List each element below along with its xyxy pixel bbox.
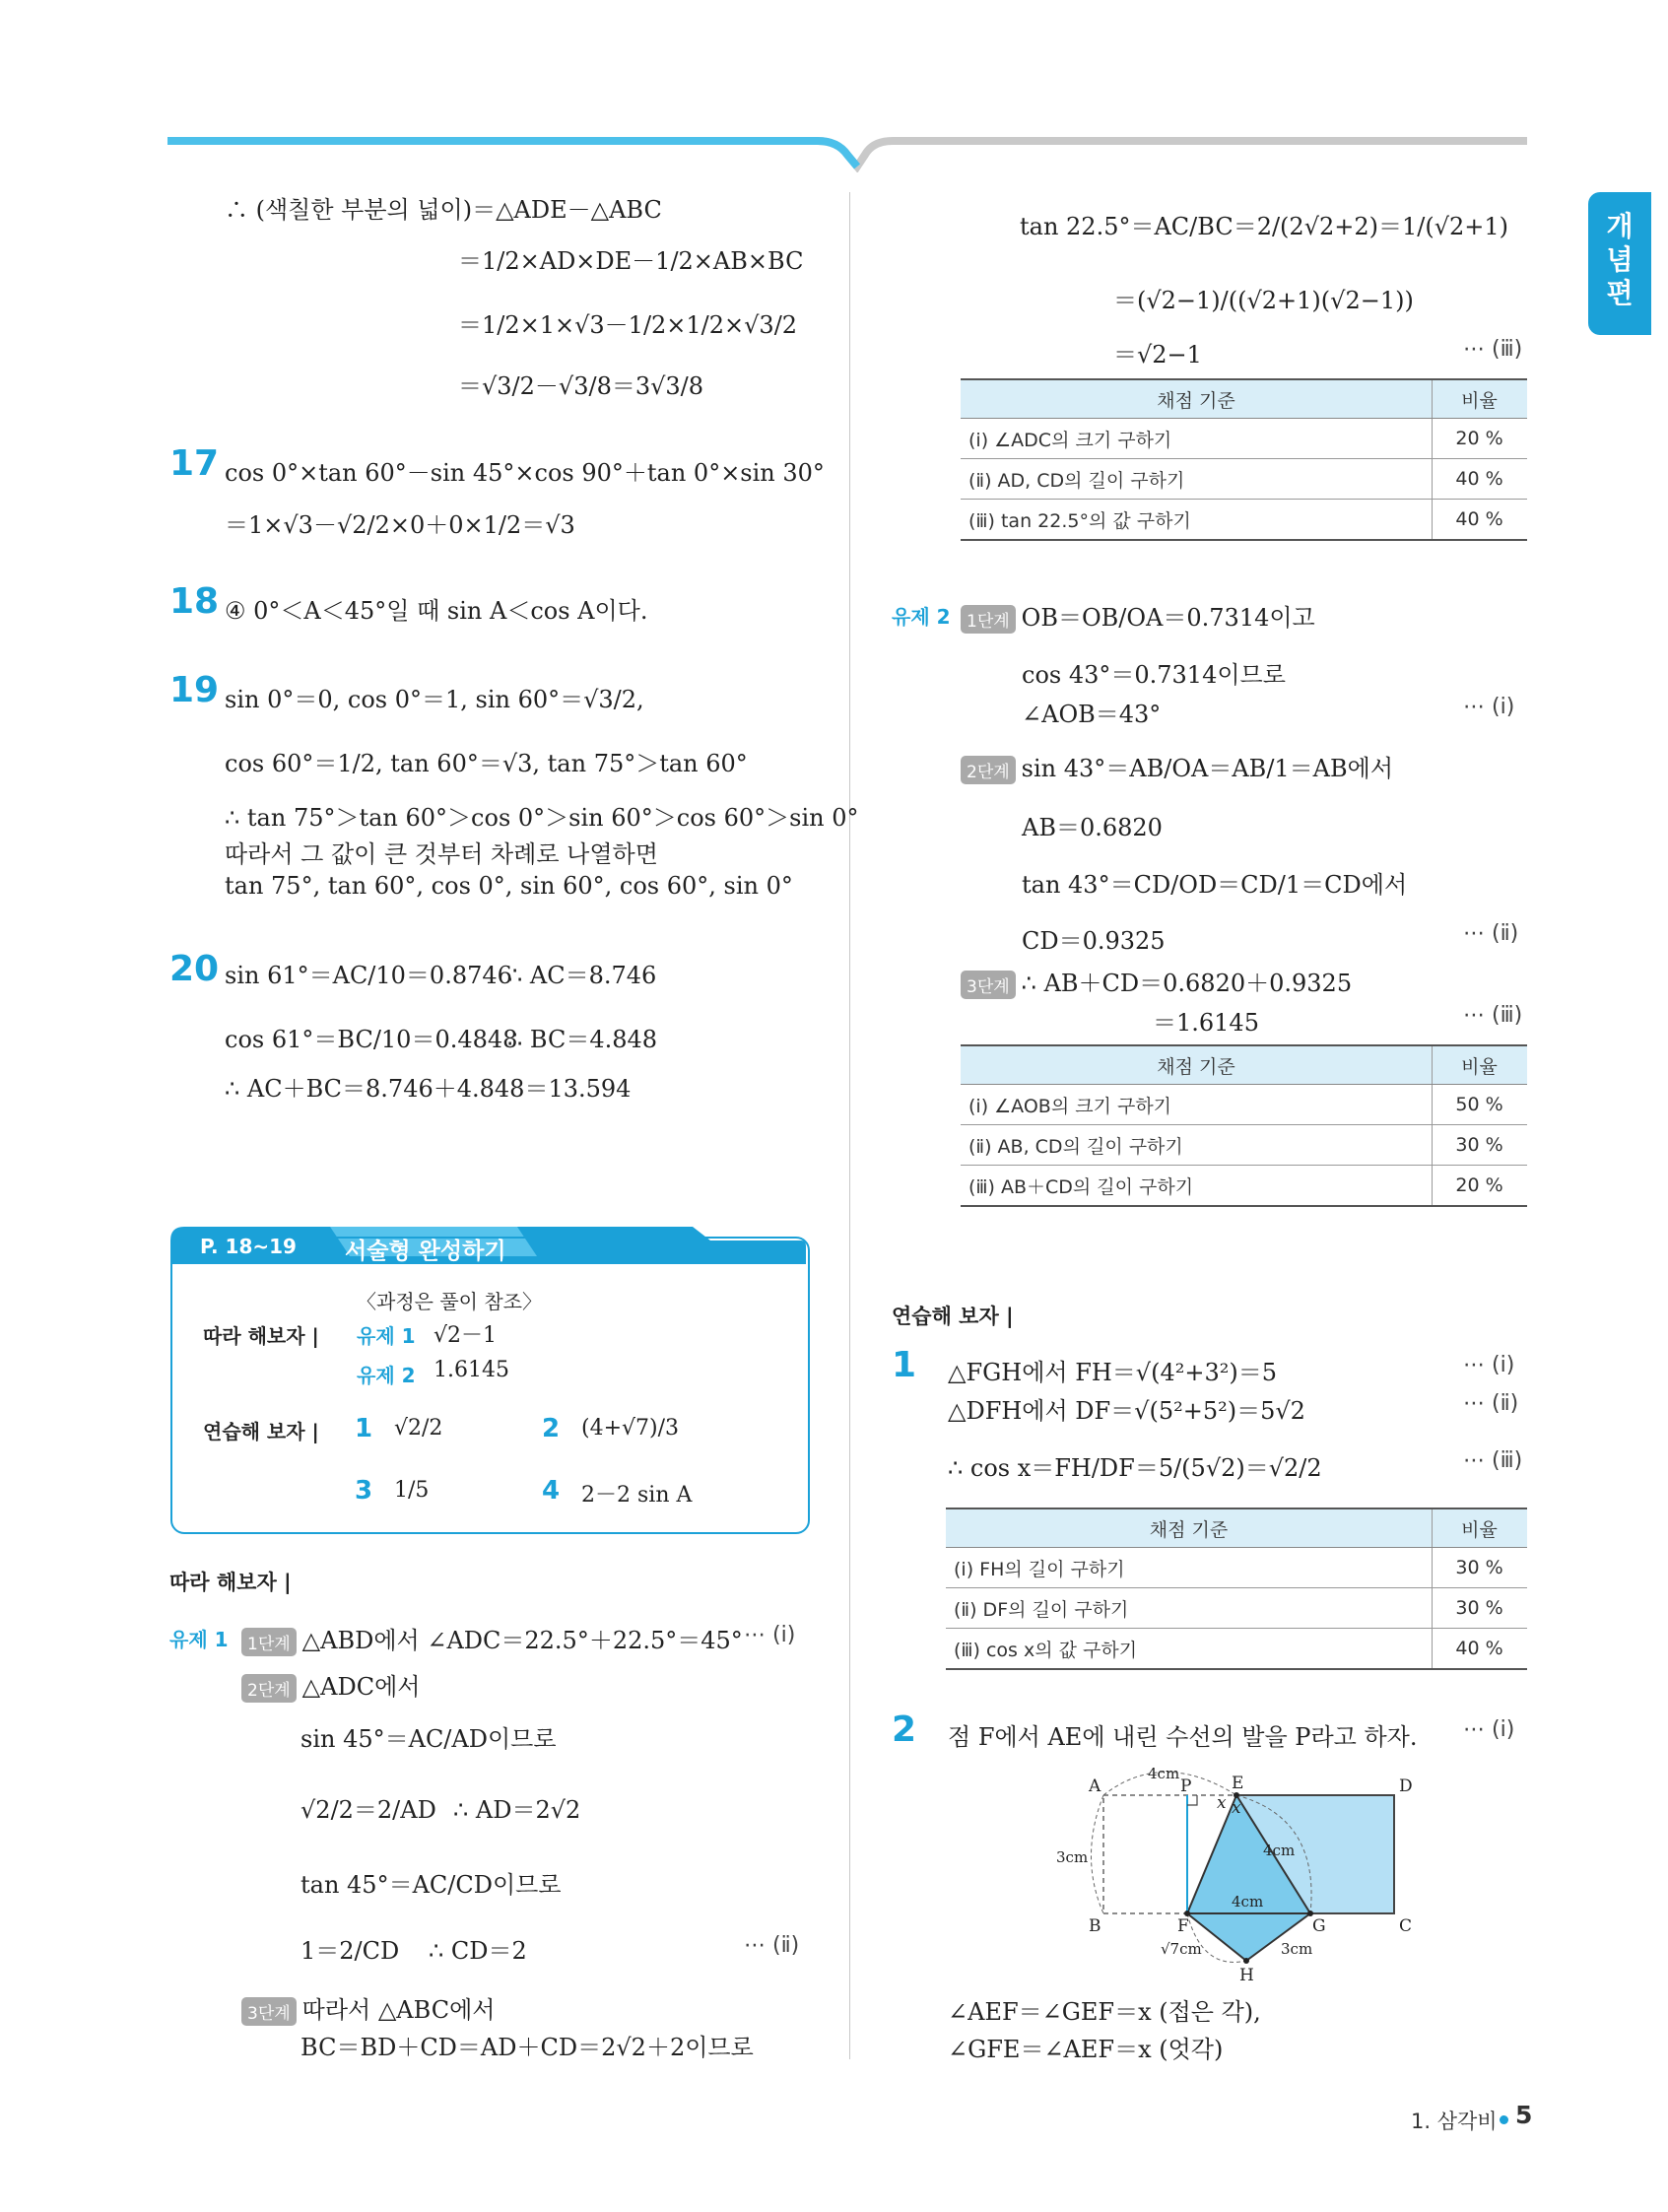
- ex2-line-5: AB＝0.6820: [1022, 814, 1163, 841]
- area-line-2: ＝1/2×AD×DE－1/2×AB×BC: [458, 247, 804, 275]
- rubric-criterion: (ⅱ) DF의 길이 구하기: [946, 1588, 1433, 1629]
- step-marker: ⋯ (ⅰ): [1463, 695, 1515, 719]
- step-marker: ⋯ (ⅲ): [1463, 337, 1523, 362]
- rubric-header: 비율: [1433, 1508, 1528, 1548]
- step-badge: 1단계: [961, 605, 1016, 634]
- q1-line-2: △DFH에서 DF＝√(5²+5²)＝5√2: [948, 1397, 1305, 1425]
- rubric-header: 채점 기준: [946, 1508, 1433, 1548]
- p20-line-2a: cos 61°＝BC/10＝0.4848: [225, 1026, 518, 1053]
- answer-value: (4+√7)/3: [581, 1416, 680, 1441]
- rubric-percent: 40 %: [1433, 500, 1528, 541]
- summary-pages: P. 18~19: [200, 1235, 297, 1258]
- label-F: F: [1177, 1916, 1189, 1936]
- dim-top: 4cm: [1148, 1765, 1180, 1782]
- geometry-figure: [1044, 1759, 1438, 1980]
- q1-line-3: ∴ cos x＝FH/DF＝5/(5√2)＝√2/2: [948, 1454, 1322, 1482]
- ex1-line-4b: ∴ AD＝2√2: [453, 1796, 581, 1824]
- problem-number: 18: [169, 581, 220, 622]
- p20-line-2b: ∴ BC＝4.848: [507, 1026, 658, 1053]
- step-badge: 2단계: [241, 1674, 297, 1703]
- rubric-table-2: [961, 1044, 1527, 1207]
- angle-x: x: [1217, 1793, 1227, 1813]
- header-bar: [167, 133, 1527, 172]
- ex1-line-7: 따라서 △ABC에서: [301, 1996, 496, 2024]
- ex2-line-3: ∠AOB＝43°: [1022, 701, 1162, 728]
- answer-number: 2: [542, 1414, 561, 1443]
- answer-number: 1: [355, 1414, 373, 1443]
- problem-number: 17: [169, 443, 220, 484]
- ex1-heading: 유제 1: [169, 1628, 229, 1651]
- footer-dot: [1500, 2115, 1508, 2124]
- ex1-line-1: △ABD에서 ∠ADC＝22.5°＋22.5°＝45°: [301, 1627, 743, 1654]
- rubric-table-3: [946, 1508, 1527, 1670]
- tan-line-1: tan 22.5°＝AC/BC＝2/(2√2+2)＝1/(√2+1): [1020, 213, 1509, 240]
- label-P: P: [1180, 1776, 1192, 1796]
- summary-title: 서술형 완성하기: [345, 1239, 506, 1264]
- ex2-heading: 유제 2: [892, 605, 951, 629]
- dim-fg: 4cm: [1232, 1893, 1264, 1910]
- label-G: G: [1312, 1916, 1326, 1936]
- summary-box: [170, 1237, 810, 1534]
- q2-line-2: ∠AEF＝∠GEF＝x (접은 각),: [948, 1998, 1261, 2026]
- rubric-criterion: (ⅰ) ∠AOB의 크기 구하기: [961, 1085, 1433, 1125]
- rubric-criterion: (ⅰ) FH의 길이 구하기: [946, 1548, 1433, 1588]
- footer-chapter: 1. 삼각비: [1411, 2110, 1498, 2133]
- step-marker: ⋯ (ⅰ): [1463, 1353, 1515, 1377]
- problem-number: 1: [892, 1345, 917, 1385]
- rubric-percent: 30 %: [1433, 1588, 1528, 1629]
- label-A: A: [1089, 1776, 1101, 1796]
- rubric-header: 채점 기준: [961, 1045, 1433, 1085]
- rubric-percent: 20 %: [1433, 1166, 1528, 1207]
- dim-gh: 3cm: [1281, 1940, 1313, 1958]
- problem-number: 2: [892, 1709, 917, 1750]
- p19-line-2: cos 60°＝1/2, tan 60°＝√3, tan 75°＞tan 60°: [225, 750, 748, 777]
- rubric-percent: 40 %: [1433, 459, 1528, 500]
- p19-line-5: tan 75°, tan 60°, cos 0°, sin 60°, cos 60°, sin 0°: [225, 872, 793, 900]
- p17-line-1: cos 0°×tan 60°－sin 45°×cos 90°＋tan 0°×sin 30°: [225, 459, 825, 487]
- rubric-percent: 40 %: [1433, 1629, 1528, 1670]
- answer-number: 4: [542, 1476, 561, 1506]
- q2-line-3: ∠GFE＝∠AEF＝x (엇각): [948, 2036, 1224, 2063]
- rubric-criterion: (ⅲ) AB＋CD의 길이 구하기: [961, 1166, 1433, 1207]
- ex1-line-8: BC＝BD＋CD＝AD＋CD＝2√2＋2이므로: [300, 2034, 754, 2061]
- q1-line-1: △FGH에서 FH＝√(4²+3²)＝5: [948, 1359, 1277, 1386]
- ex2-label: 유제 2: [357, 1364, 416, 1387]
- ex2-line-8: ∴ AB＋CD＝0.6820＋0.9325: [1021, 970, 1353, 997]
- ex1-label: 유제 1: [357, 1324, 416, 1348]
- practice-label: 연습해 보자 |: [203, 1420, 319, 1443]
- tan-line-3: ＝√2−1: [1113, 341, 1202, 369]
- summary-note: 〈과정은 풀이 참조〉: [357, 1290, 542, 1313]
- rubric-criterion: (ⅱ) AB, CD의 길이 구하기: [961, 1125, 1433, 1166]
- rubric-percent: 20 %: [1433, 419, 1528, 459]
- ex2-line-9: ＝1.6145: [1153, 1009, 1259, 1037]
- ex1-line-5: tan 45°＝AC/CD이므로: [300, 1871, 562, 1899]
- follow-heading: 따라 해보자 |: [169, 1571, 292, 1594]
- step-marker: ⋯ (ⅱ): [1463, 921, 1519, 946]
- area-line-4: ＝√3/2－√3/8＝3√3/8: [458, 372, 704, 400]
- rubric-percent: 50 %: [1433, 1085, 1528, 1125]
- label-E: E: [1232, 1774, 1244, 1793]
- step-badge: 2단계: [961, 756, 1016, 784]
- answer-value: 2－2 sin A: [581, 1483, 693, 1508]
- ex2-line-4: sin 43°＝AB/OA＝AB/1＝AB에서: [1021, 755, 1394, 782]
- label-D: D: [1399, 1776, 1413, 1796]
- step-marker: ⋯ (ⅱ): [1463, 1391, 1519, 1416]
- label-B: B: [1089, 1916, 1101, 1936]
- rubric-percent: 30 %: [1433, 1125, 1528, 1166]
- step-marker: ⋯ (ⅲ): [1463, 1003, 1523, 1028]
- step-badge: 1단계: [241, 1628, 297, 1656]
- step-marker: ⋯ (ⅱ): [744, 1933, 800, 1958]
- p19-line-3: ∴ tan 75°＞tan 60°＞cos 0°＞sin 60°＞cos 60°＞sin 0°: [225, 804, 859, 832]
- ex2-line-6: tan 43°＝CD/OD＝CD/1＝CD에서: [1022, 871, 1408, 899]
- column-divider: [849, 192, 850, 2059]
- area-line-1: ∴ (색칠한 부분의 넓이)＝△ADE－△ABC: [225, 196, 662, 224]
- step-marker: ⋯ (ⅲ): [1463, 1448, 1523, 1473]
- rubric-criterion: (ⅰ) ∠ADC의 크기 구하기: [961, 419, 1433, 459]
- rubric-table-1: [961, 378, 1527, 541]
- ex1-line-6b: ∴ CD＝2: [429, 1937, 527, 1965]
- rubric-criterion: (ⅲ) cos x의 값 구하기: [946, 1629, 1433, 1670]
- rubric-criterion: (ⅱ) AD, CD의 길이 구하기: [961, 459, 1433, 500]
- dim-left: 3cm: [1056, 1848, 1089, 1866]
- label-C: C: [1399, 1916, 1413, 1936]
- p18-line-1: ④ 0°＜A＜45°일 때 sin A＜cos A이다.: [225, 597, 648, 625]
- p19-line-1: sin 0°＝0, cos 0°＝1, sin 60°＝√3/2,: [225, 686, 644, 713]
- practice-heading: 연습해 보자 |: [892, 1305, 1014, 1328]
- problem-number: 20: [169, 949, 220, 989]
- ex2-answer: 1.6145: [434, 1358, 509, 1382]
- rubric-header: 비율: [1433, 1045, 1528, 1085]
- step-badge: 3단계: [961, 971, 1016, 999]
- rubric-header: 채점 기준: [961, 379, 1433, 419]
- step-marker: ⋯ (ⅰ): [744, 1623, 796, 1647]
- ex1-line-6a: 1＝2/CD: [300, 1937, 400, 1965]
- step-badge: 3단계: [241, 1997, 297, 2026]
- page-number: 5: [1515, 2101, 1533, 2129]
- ex2-line-2: cos 43°＝0.7314이므로: [1022, 661, 1286, 689]
- label-H: H: [1239, 1966, 1254, 1980]
- ex1-line-4a: √2/2＝2/AD: [300, 1796, 436, 1824]
- rubric-percent: 30 %: [1433, 1548, 1528, 1588]
- ex1-line-2: △ADC에서: [301, 1673, 421, 1701]
- ex2-line-7: CD＝0.9325: [1022, 927, 1166, 955]
- tan-line-2: ＝(√2−1)/((√2+1)(√2−1)): [1113, 287, 1414, 314]
- ex1-line-3: sin 45°＝AC/AD이므로: [300, 1725, 557, 1753]
- p20-line-1b: ∴ AC＝8.746: [507, 962, 657, 989]
- p20-line-1a: sin 61°＝AC/10＝0.8746: [225, 962, 512, 989]
- follow-label: 따라 해보자 |: [203, 1324, 319, 1348]
- answer-number: 3: [355, 1476, 373, 1506]
- ex2-line-1: OB＝OB/OA＝0.7314이고: [1021, 604, 1315, 632]
- rubric-header: 비율: [1433, 379, 1528, 419]
- answer-value: √2/2: [394, 1416, 443, 1441]
- angle-x: x: [1232, 1798, 1241, 1818]
- dim-fh: √7cm: [1161, 1940, 1202, 1958]
- step-marker: ⋯ (ⅰ): [1463, 1717, 1515, 1742]
- dim-eg: 4cm: [1263, 1842, 1296, 1859]
- side-tab: 개 념 편: [1588, 192, 1651, 335]
- p17-line-2: ＝1×√3－√2/2×0＋0×1/2＝√3: [225, 511, 575, 539]
- answer-value: 1/5: [394, 1478, 430, 1503]
- area-line-3: ＝1/2×1×√3－1/2×1/2×√3/2: [458, 311, 798, 339]
- ex1-answer: √2－1: [434, 1323, 498, 1348]
- problem-number: 19: [169, 670, 220, 710]
- q2-line-1: 점 F에서 AE에 내린 수선의 발을 P라고 하자.: [948, 1723, 1418, 1751]
- rubric-criterion: (ⅲ) tan 22.5°의 값 구하기: [961, 500, 1433, 541]
- p20-line-3: ∴ AC＋BC＝8.746＋4.848＝13.594: [225, 1075, 632, 1103]
- p19-line-4: 따라서 그 값이 큰 것부터 차례로 나열하면: [225, 840, 658, 868]
